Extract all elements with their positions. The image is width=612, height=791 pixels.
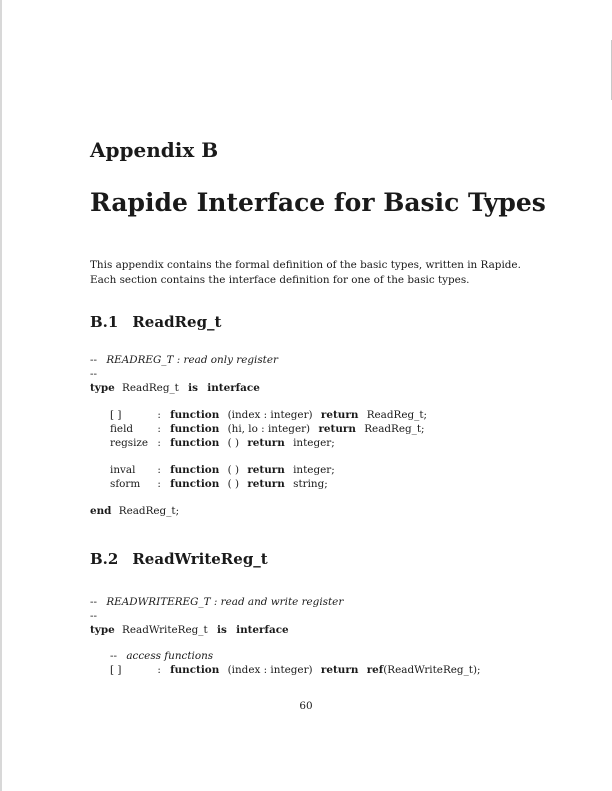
member-name: [ ] xyxy=(110,664,122,676)
member-colon: : xyxy=(157,478,161,490)
keyword-function: function xyxy=(170,423,220,435)
keyword-is: is xyxy=(217,624,227,636)
member-row xyxy=(110,436,335,450)
comment-text: READREG_T : read only register xyxy=(106,354,278,366)
keyword-function: function xyxy=(170,437,220,449)
page-edge-shadow xyxy=(0,0,2,791)
keyword-return: return xyxy=(247,437,285,449)
end-name: ReadReg_t; xyxy=(118,505,180,517)
intro-paragraph: This appendix contains the formal definition of the basic types, written in Rapide. Each section contains the interface definition for one of the basic types. xyxy=(90,259,521,286)
section-number: B.2 xyxy=(90,550,119,568)
member-params: ( ) xyxy=(227,464,240,476)
appendix-label: Appendix B xyxy=(90,138,219,162)
member-params: ( ) xyxy=(227,478,240,490)
comment-blank-line: -- xyxy=(90,610,98,622)
member-return-type: ReadReg_t; xyxy=(364,423,425,435)
keyword-interface: interface xyxy=(236,624,289,636)
comment-text: access functions xyxy=(126,650,214,662)
section-number: B.1 xyxy=(90,313,119,331)
member-colon: : xyxy=(157,409,161,421)
member-return-type: ReadReg_t; xyxy=(366,409,428,421)
comment-dash: -- xyxy=(90,354,98,366)
comment-dash: -- xyxy=(90,596,98,608)
section-heading-b2 xyxy=(90,550,268,568)
member-colon: : xyxy=(157,664,161,676)
keyword-interface: interface xyxy=(207,382,260,394)
keyword-type: type xyxy=(90,382,115,394)
member-row xyxy=(110,663,481,677)
member-colon: : xyxy=(157,437,161,449)
keyword-return: return xyxy=(247,478,285,490)
member-return-type: integer; xyxy=(293,437,335,449)
keyword-function: function xyxy=(170,664,220,676)
section-title: ReadWriteReg_t xyxy=(132,550,268,568)
type-name: ReadReg_t xyxy=(122,382,179,394)
keyword-return: return xyxy=(320,664,359,676)
type-name: ReadWriteReg_t xyxy=(122,624,208,636)
member-name: sform xyxy=(110,478,141,490)
member-params: (index : integer) xyxy=(227,409,313,421)
keyword-ref: ref xyxy=(366,664,384,676)
keyword-return: return xyxy=(247,464,285,476)
member-row xyxy=(110,422,425,436)
code-comment xyxy=(90,595,343,609)
keyword-return: return xyxy=(318,423,356,435)
member-params: ( ) xyxy=(227,437,240,449)
keyword-function: function xyxy=(170,478,220,490)
code-comment xyxy=(90,353,278,367)
type-declaration xyxy=(90,623,289,637)
member-params: (hi, lo : integer) xyxy=(227,423,311,435)
member-colon: : xyxy=(157,423,161,435)
member-return-type: string; xyxy=(293,478,328,490)
member-return-type: (ReadWriteReg_t); xyxy=(383,664,481,676)
comment-dash: -- xyxy=(110,650,118,662)
keyword-is: is xyxy=(188,382,198,394)
type-declaration xyxy=(90,381,260,395)
member-return-type: integer; xyxy=(293,464,335,476)
member-params: (index : integer) xyxy=(227,664,313,676)
appendix-title: Rapide Interface for Basic Types xyxy=(90,188,546,217)
member-row xyxy=(110,477,328,491)
comment-blank-line: -- xyxy=(90,368,98,380)
member-name: [ ] xyxy=(110,409,122,421)
member-colon: : xyxy=(157,464,161,476)
keyword-function: function xyxy=(170,464,220,476)
keyword-function: function xyxy=(170,409,220,421)
keyword-type: type xyxy=(90,624,115,636)
comment-text: READWRITEREG_T : read and write register xyxy=(106,596,344,608)
page-number: 60 xyxy=(299,700,313,712)
end-declaration xyxy=(90,504,179,518)
section-heading-b1 xyxy=(90,313,222,331)
code-subcomment xyxy=(110,649,213,663)
section-title: ReadReg_t xyxy=(132,313,222,331)
keyword-return: return xyxy=(320,409,359,421)
member-row xyxy=(110,408,427,422)
member-name: inval xyxy=(110,464,136,476)
member-row xyxy=(110,463,335,477)
member-name: regsize xyxy=(110,437,149,449)
keyword-end: end xyxy=(90,505,112,517)
member-name: field xyxy=(110,423,134,435)
